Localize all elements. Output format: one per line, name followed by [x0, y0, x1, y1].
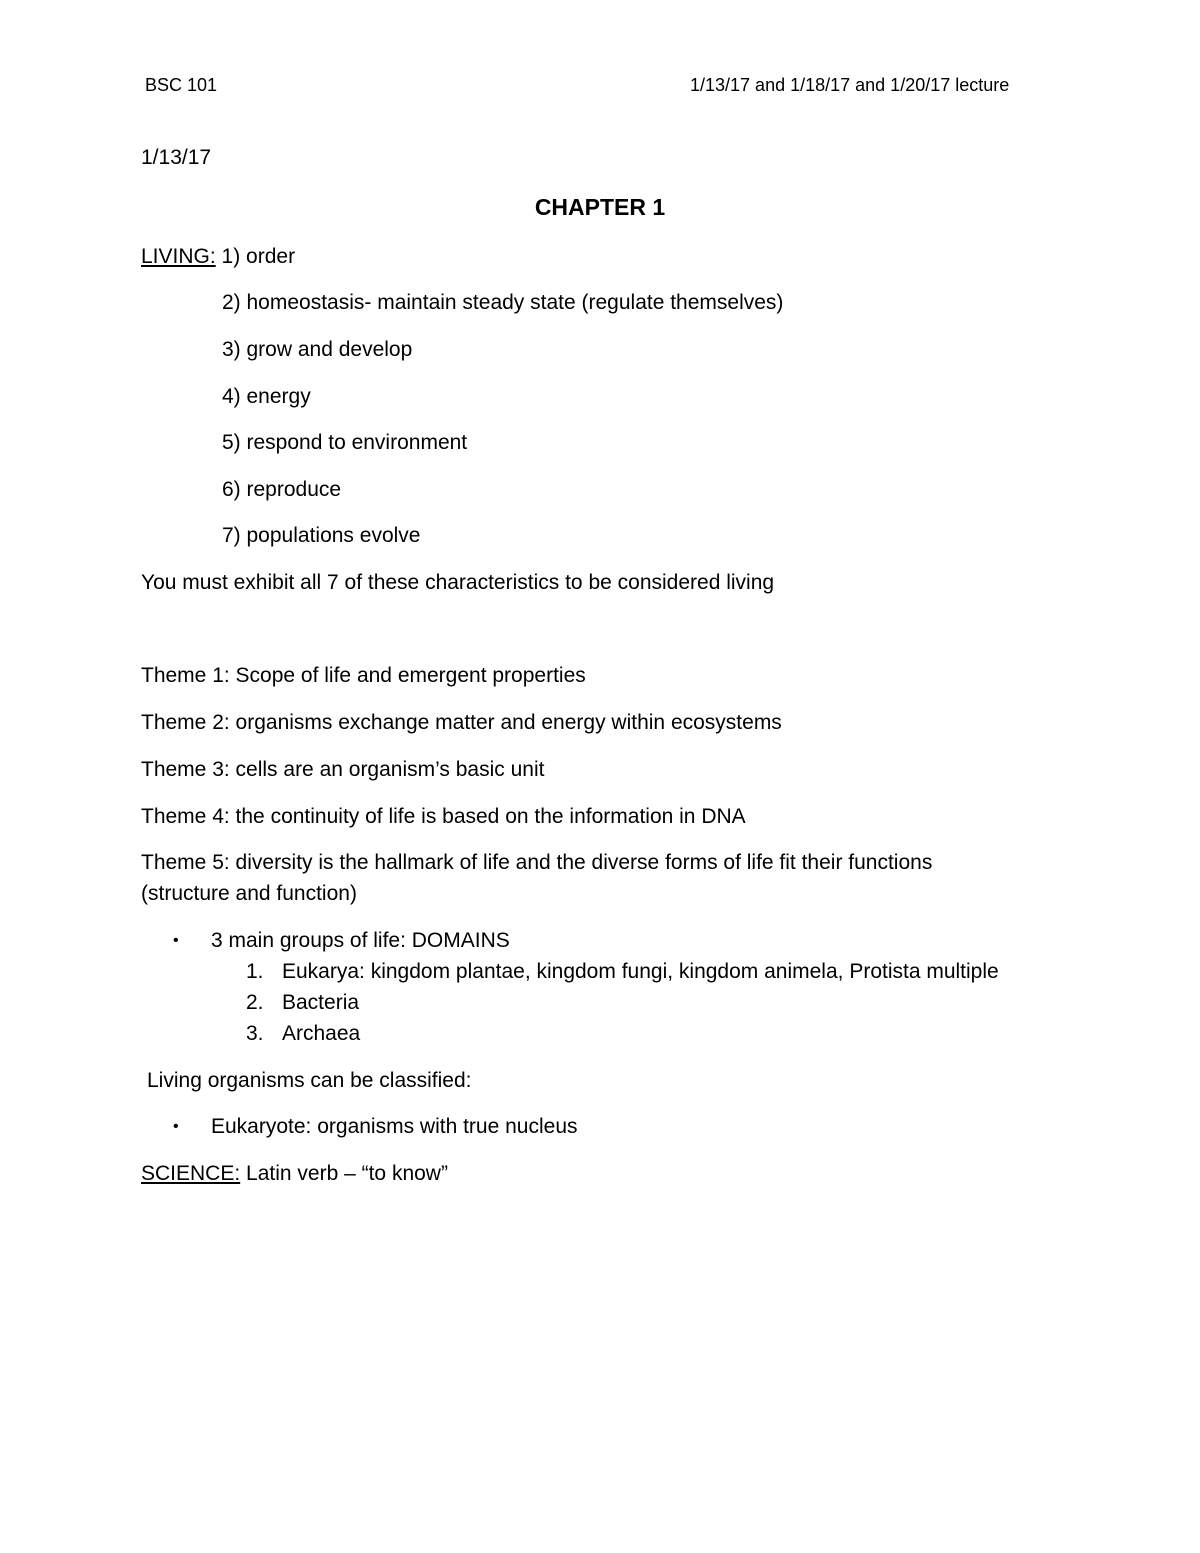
header-lecture-dates: 1/13/17 and 1/18/17 and 1/20/17 lecture [690, 75, 1010, 95]
living-item: 4) energy [222, 385, 311, 408]
science-definition: Latin verb – “to know” [246, 1162, 448, 1185]
domain-number: 1. [246, 960, 264, 983]
science-label: SCIENCE: [141, 1162, 241, 1185]
living-item: 3) grow and develop [222, 338, 413, 361]
theme-line: Theme 3: cells are an organism’s basic unit [141, 758, 545, 781]
domain-number: 2. [246, 991, 264, 1014]
living-item: 2) homeostasis- maintain steady state (regulate themselves) [222, 291, 784, 314]
science-line [141, 1163, 448, 1184]
domain-item: Bacteria [282, 991, 360, 1014]
living-line-1 [141, 246, 295, 267]
living-item: 6) reproduce [222, 478, 342, 501]
header-course: BSC 101 [145, 75, 218, 95]
living-note: You must exhibit all 7 of these characteristics to be considered living [141, 571, 775, 594]
living-item: 5) respond to environment [222, 431, 468, 454]
living-item: 1) order [221, 245, 296, 268]
theme-line: Theme 1: Scope of life and emergent properties [141, 664, 586, 687]
classified-bullet: Eukaryote: organisms with true nucleus [211, 1115, 578, 1138]
domain-item: Eukarya: kingdom plantae, kingdom fungi, kingdom animela, Protista multiple [282, 960, 999, 983]
lecture-date: 1/13/17 [141, 146, 212, 169]
domains-heading: 3 main groups of life: DOMAINS [211, 929, 510, 952]
theme-line-continued: (structure and function) [141, 882, 357, 905]
chapter-title: CHAPTER 1 [534, 194, 666, 220]
domain-number: 3. [246, 1022, 264, 1045]
bullet-icon: • [173, 1118, 179, 1135]
bullet-icon: • [173, 932, 179, 949]
living-label: LIVING: [141, 245, 216, 268]
theme-line: Theme 5: diversity is the hallmark of life and the diverse forms of life fit their functions [141, 851, 933, 874]
classified-heading: Living organisms can be classified: [147, 1069, 472, 1092]
domain-item: Archaea [282, 1022, 361, 1045]
living-item: 7) populations evolve [222, 524, 421, 547]
theme-line: Theme 4: the continuity of life is based on the information in DNA [141, 805, 746, 828]
theme-line: Theme 2: organisms exchange matter and energy within ecosystems [141, 711, 782, 734]
